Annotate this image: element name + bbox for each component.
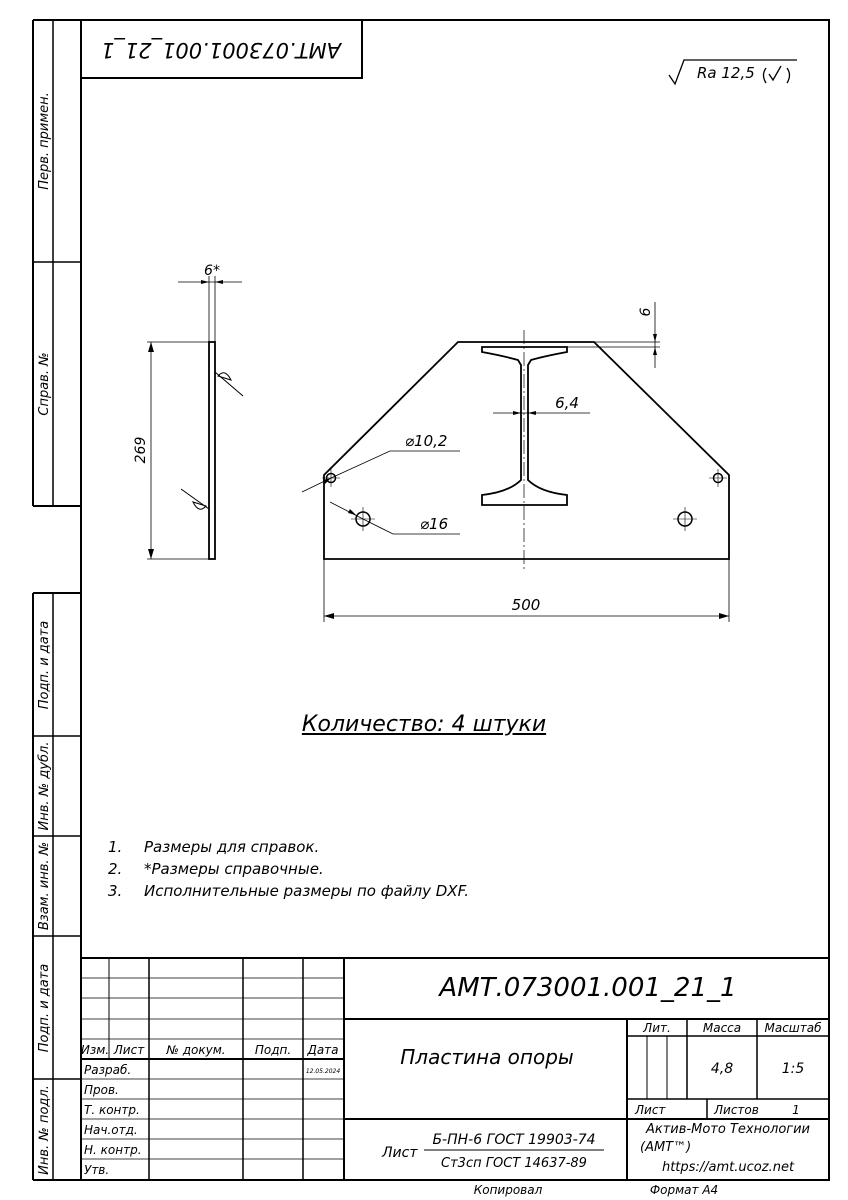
- col-data: Дата: [307, 1043, 339, 1057]
- note-1-num: 1.: [108, 838, 123, 856]
- lit-label: Лит.: [643, 1021, 671, 1035]
- sheets-label: Листов: [714, 1103, 759, 1117]
- dim-height: 269: [133, 436, 149, 464]
- note-1-text: Размеры для справок.: [144, 838, 320, 856]
- part-name: Пластина опоры: [400, 1045, 574, 1069]
- side-label-inv-podl: Инв. № подл.: [37, 1085, 52, 1175]
- col-list: Лист: [113, 1043, 145, 1057]
- side-label-sprav-no: Справ. №: [37, 352, 52, 416]
- dim-thickness: 6*: [204, 263, 220, 279]
- dim-web: 6,4: [555, 394, 579, 412]
- side-label-perv-primen: Перв. примен.: [37, 92, 52, 190]
- side-label-podp-data-2: Подп. и дата: [37, 963, 52, 1053]
- side-label-vzam-inv: Взам. инв. №: [37, 841, 52, 931]
- row-nachotd: Нач.отд.: [84, 1123, 138, 1137]
- designation-rotated: АМТ.073001.001_21_1: [101, 38, 341, 62]
- dim-width: 500: [511, 596, 541, 614]
- note-2-num: 2.: [108, 860, 123, 878]
- scale-value: 1:5: [781, 1061, 805, 1077]
- material-line-1: Б-ПН-6 ГОСТ 19903-74: [432, 1132, 596, 1148]
- quantity-label: Количество: 4 штуки: [301, 712, 547, 737]
- roughness-value: Ra 12,5: [697, 64, 755, 82]
- copied-label: Копировал: [473, 1183, 543, 1197]
- i-beam: [482, 347, 567, 505]
- dim-flange: 6: [638, 307, 654, 317]
- side-label-podp-data-1: Подп. и дата: [37, 620, 52, 710]
- org-url: https://amt.ucoz.net: [661, 1160, 795, 1175]
- dim-hole-small: ⌀10,2: [405, 432, 448, 450]
- row-prov: Пров.: [84, 1083, 119, 1097]
- front-view: [302, 302, 729, 622]
- sheet-label: Лист: [635, 1103, 666, 1117]
- format-label: Формат А4: [649, 1183, 719, 1197]
- row-nkontr: Н. контр.: [84, 1143, 142, 1157]
- note-2: [108, 860, 324, 878]
- plate-outline: [324, 342, 729, 559]
- org-line-1: Актив-Мото Технологии: [645, 1122, 811, 1137]
- note-1: [108, 838, 319, 856]
- mass-value: 4,8: [710, 1061, 734, 1077]
- col-podp: Подп.: [254, 1043, 292, 1057]
- row-utv: Утв.: [84, 1163, 110, 1177]
- scale-label: Масштаб: [764, 1021, 822, 1035]
- row-razrab: Разраб.: [84, 1063, 132, 1077]
- dim-hole-large: ⌀16: [420, 515, 449, 533]
- org-line-2: (АМТ™): [640, 1140, 692, 1155]
- note-3-num: 3.: [108, 882, 123, 900]
- sheet-frame: [81, 20, 829, 1180]
- note-2-text: *Размеры справочные.: [144, 860, 324, 878]
- note-3-text: Исполнительные размеры по файлу DXF.: [144, 882, 470, 900]
- side-view: [147, 276, 243, 559]
- mass-label: Масса: [702, 1021, 742, 1035]
- note-3: [108, 882, 469, 900]
- col-doc: № докум.: [166, 1043, 226, 1057]
- date-value: 12.05.2024: [305, 1068, 341, 1075]
- row-tkontr: Т. контр.: [84, 1103, 140, 1117]
- col-izm: Изм.: [80, 1043, 110, 1057]
- material-prefix: Лист: [382, 1145, 418, 1161]
- material-line-2: Ст3сп ГОСТ 14637-89: [441, 1156, 587, 1171]
- title-designation: АМТ.073001.001_21_1: [439, 973, 737, 1003]
- sheets-count: 1: [792, 1103, 800, 1117]
- side-label-inv-dubl: Инв. № дубл.: [37, 741, 52, 831]
